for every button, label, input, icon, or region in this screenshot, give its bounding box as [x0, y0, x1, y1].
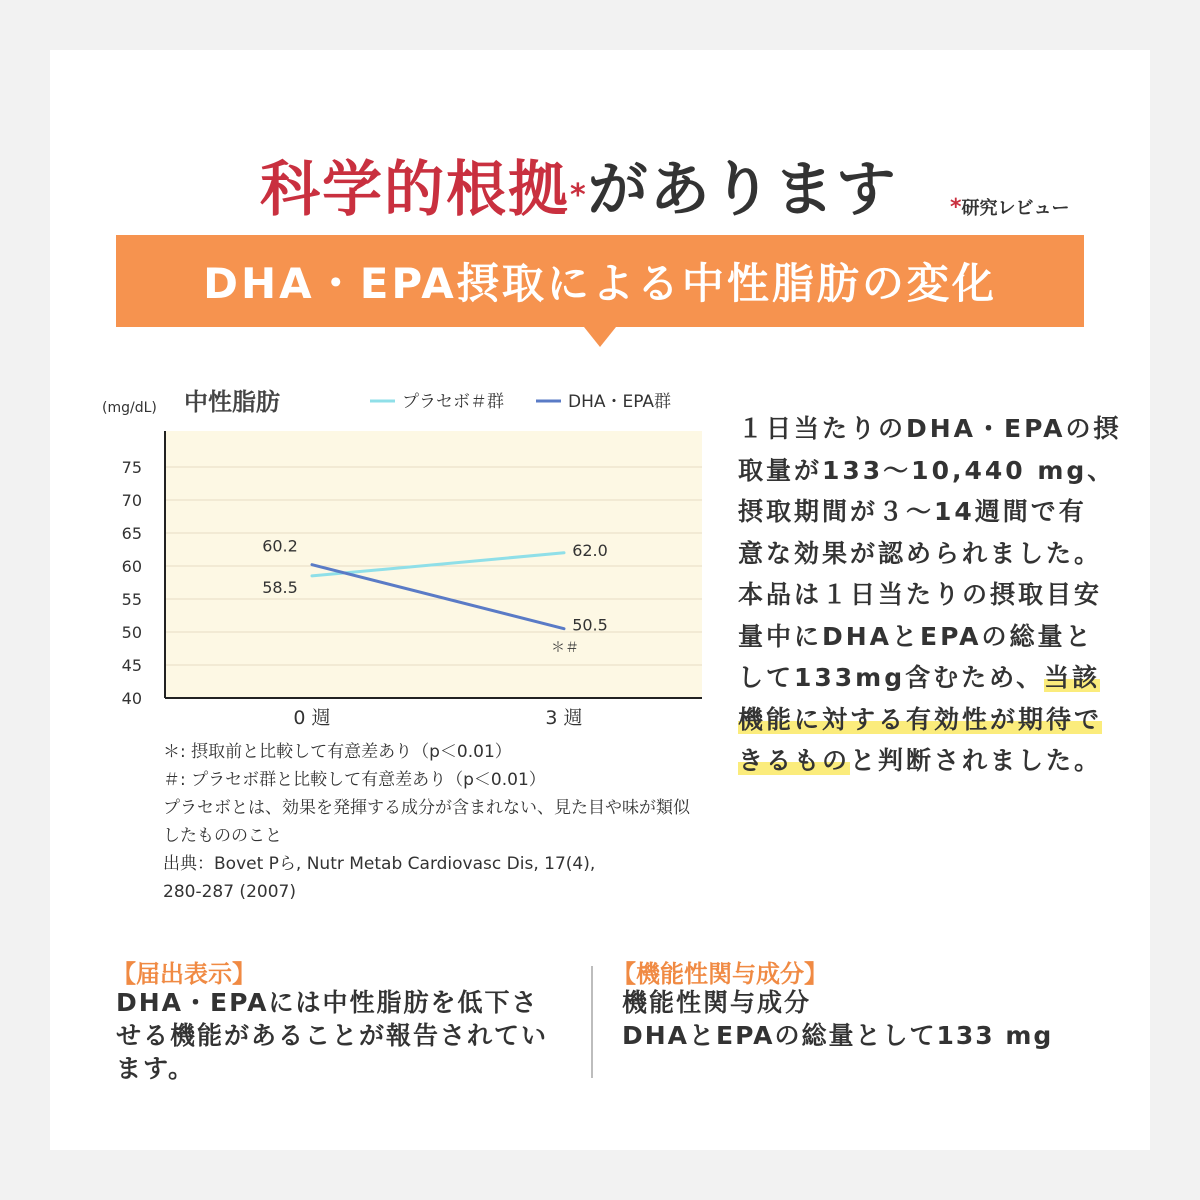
headline-note-text: 研究レビュー — [961, 198, 1070, 219]
description-line: １日当たりのDHA・EPAの摂 — [738, 414, 1122, 443]
chart-footnotes — [163, 738, 723, 906]
y-axis-unit: (mg/dL) — [102, 400, 157, 416]
y-tick-label: 70 — [121, 491, 142, 510]
description-line: 取量が133～10,440 mg、 — [738, 455, 1116, 485]
notice-line: DHA・EPAには中性脂肪を低下さ — [116, 988, 539, 1017]
description-highlight: きるもの — [738, 746, 851, 775]
description-line: 意な効果が認められました。 — [738, 538, 1103, 568]
notice-title: 【届出表示】 — [112, 960, 256, 988]
headline-star: * — [570, 178, 588, 213]
description-highlight: 機能に対する有効性が期待で — [738, 704, 1103, 734]
notice-line: せる機能があることが報告されてい — [116, 1021, 549, 1050]
footnote-line: ＃: プラセボ群と比較して有意差あり（p＜0.01） — [163, 770, 546, 790]
headline-highlight: 科学的根拠 — [260, 155, 570, 225]
data-label: 60.2 — [262, 536, 298, 556]
legend-label: DHA・EPA群 — [568, 392, 672, 412]
y-tick-label: 75 — [121, 458, 142, 477]
x-tick-label: 3 週 — [545, 707, 583, 729]
description-line — [738, 699, 1138, 741]
data-label: 58.5 — [262, 577, 298, 597]
ingredient-line: 機能性関与成分 — [622, 988, 812, 1017]
significance-mark: ＊＃ — [551, 640, 579, 656]
description-line: 摂取期間が３～14週間で有 — [738, 497, 1087, 526]
footnote-line: ＊: 摂取前と比較して有意差あり（p＜0.01） — [163, 742, 512, 762]
ingredient-body — [622, 986, 1053, 1052]
data-label: 62.0 — [572, 540, 608, 560]
y-tick-label: 55 — [121, 590, 142, 609]
footnote-line: プラセボとは、効果を発揮する成分が含まれない、見た目や味が類似 — [163, 798, 690, 818]
data-label: 50.5 — [572, 615, 608, 635]
ingredient-title: 【機能性関与成分】 — [612, 960, 828, 988]
footnote-line: 280-287 (2007) — [163, 882, 296, 902]
footnote-line: 出典：Bovet Pら, Nutr Metab Cardiovasc Dis, 17(4), — [163, 854, 596, 874]
description-text: して133mg含むため、 — [738, 663, 1045, 692]
y-tick-label: 50 — [121, 623, 142, 642]
headline-rest: があります — [587, 155, 898, 225]
y-tick-label: 60 — [121, 557, 142, 576]
study-description — [738, 408, 1138, 782]
ingredient-line: DHAとEPAの総量として133 mg — [622, 1021, 1054, 1050]
y-tick-label: 45 — [121, 656, 142, 675]
description-line — [738, 657, 1138, 699]
x-tick-label: 0 週 — [293, 707, 331, 729]
description-line: 量中にDHAとEPAの総量と — [738, 621, 1094, 651]
description-line — [738, 740, 1138, 782]
description-line: 本品は１日当たりの摂取目安 — [738, 580, 1103, 609]
section-divider — [591, 966, 593, 1078]
description-highlight: 当該 — [1044, 663, 1101, 692]
description-text: と判断されました。 — [850, 746, 1103, 775]
content-card — [50, 50, 1150, 1150]
headline-note-star: * — [950, 195, 962, 220]
legend-label: プラセボ＃群 — [402, 392, 504, 412]
notice-body — [116, 986, 548, 1085]
y-tick-label: 40 — [121, 689, 142, 708]
chart-title: 中性脂肪 — [184, 388, 280, 416]
footnote-line: したもののこと — [163, 826, 282, 846]
banner-title: DHA・EPA摂取による中性脂肪の変化 — [203, 259, 997, 308]
notice-line: ます。 — [116, 1054, 196, 1083]
y-tick-label: 65 — [121, 524, 142, 543]
